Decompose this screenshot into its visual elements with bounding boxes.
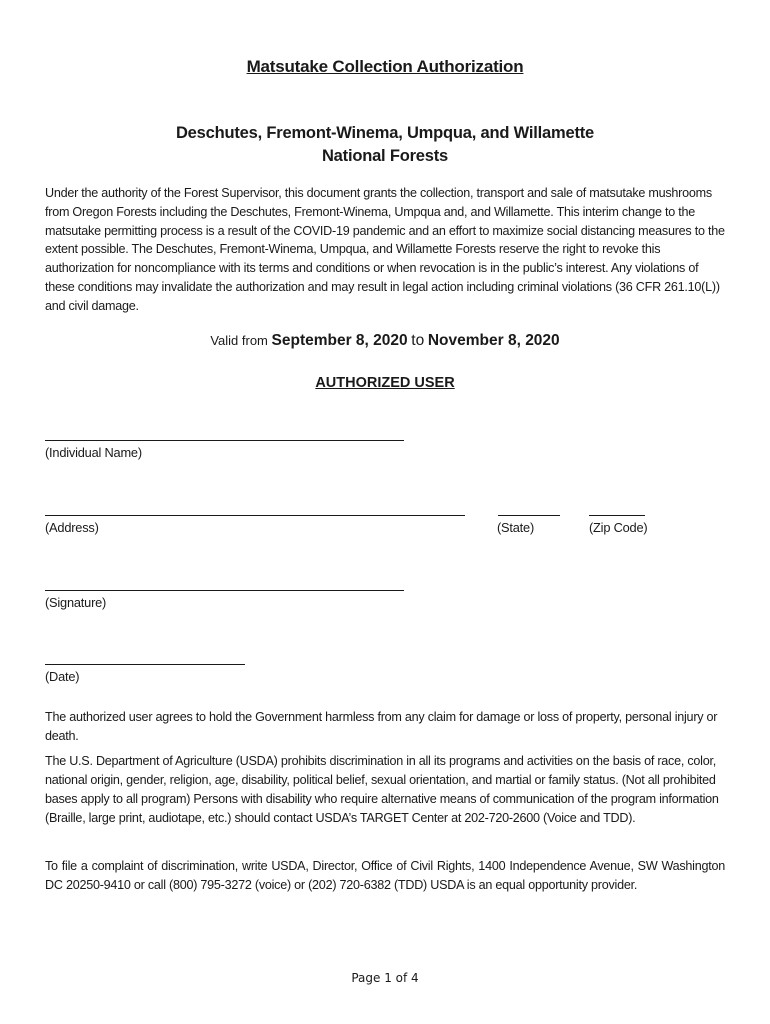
- state-field[interactable]: [498, 515, 560, 516]
- date-label: (Date): [45, 669, 80, 684]
- signature-label: (Signature): [45, 595, 107, 610]
- state-label: (State): [497, 520, 535, 535]
- forest-heading-line2: National Forests: [321, 147, 449, 165]
- individual-name-field[interactable]: [45, 440, 404, 441]
- authorized-user-heading: AUTHORIZED USER: [315, 375, 455, 391]
- signature-field[interactable]: [45, 590, 404, 591]
- zip-code-label: (Zip Code): [589, 520, 648, 535]
- valid-end-date: November 8, 2020: [427, 332, 560, 349]
- usda-nondiscrimination-paragraph: The U.S. Department of Agriculture (USDA) prohibits discrimination in all its programs and activities on the basis of race, color, national origin, gender, religion, age, disability, political belief, sexual orientation, and martial or family status. (Not all prohibited bases apply to all program) Persons with disability who require alternative means of communication of the program information (Braille, large print, audiotape, etc.) should contact USDA’s TARGET Center at 202-720-2600 (Voice and TDD).: [45, 754, 719, 825]
- individual-name-label: (Individual Name): [45, 445, 142, 460]
- valid-start-date: September 8, 2020: [271, 332, 408, 349]
- valid-prefix: Valid from: [210, 333, 268, 348]
- document-title: Matsutake Collection Authorization: [246, 57, 524, 76]
- valid-to: to: [411, 332, 425, 349]
- address-label: (Address): [45, 520, 99, 535]
- zip-code-field[interactable]: [589, 515, 645, 516]
- forest-heading: [0, 122, 770, 168]
- complaint-paragraph: To file a complaint of discrimination, write USDA, Director, Office of Civil Rights, 1400 Independence Avenue, SW Washington DC 20250-9410 or call (800) 795-3272 (voice) or (202) 720-6382 (TDD) USDA is an equal opportunity provider.: [45, 859, 725, 892]
- address-field[interactable]: [45, 515, 465, 516]
- hold-harmless-paragraph: The authorized user agrees to hold the Government harmless from any claim for damage or loss of property, personal injury or death.: [45, 710, 718, 743]
- page-number: Page 1 of 4: [351, 971, 419, 985]
- intro-paragraph: Under the authority of the Forest Supervisor, this document grants the collection, transport and sale of matsutake mushrooms from Oregon Forests including the Deschutes, Fremont-Winema, Umpqua and, and Willamette. This interim change to the matsutake permitting process is a result of the COVID-19 pandemic and an effort to maximize social distancing measures to the extent possible. The Deschutes, Fremont-Winema, Umpqua, and Willamette Forests reserve the right to revoke this authorization for noncompliance with its terms and conditions or when revocation is in the public’s interest. Any violations of these conditions may invalidate the authorization and may result in legal action including criminal violations (36 CFR 261.10(L)) and civil damage.: [45, 186, 725, 313]
- validity-period: [0, 332, 770, 350]
- forest-heading-line1: Deschutes, Fremont-Winema, Umpqua, and Willamette: [175, 124, 595, 142]
- date-field[interactable]: [45, 664, 245, 665]
